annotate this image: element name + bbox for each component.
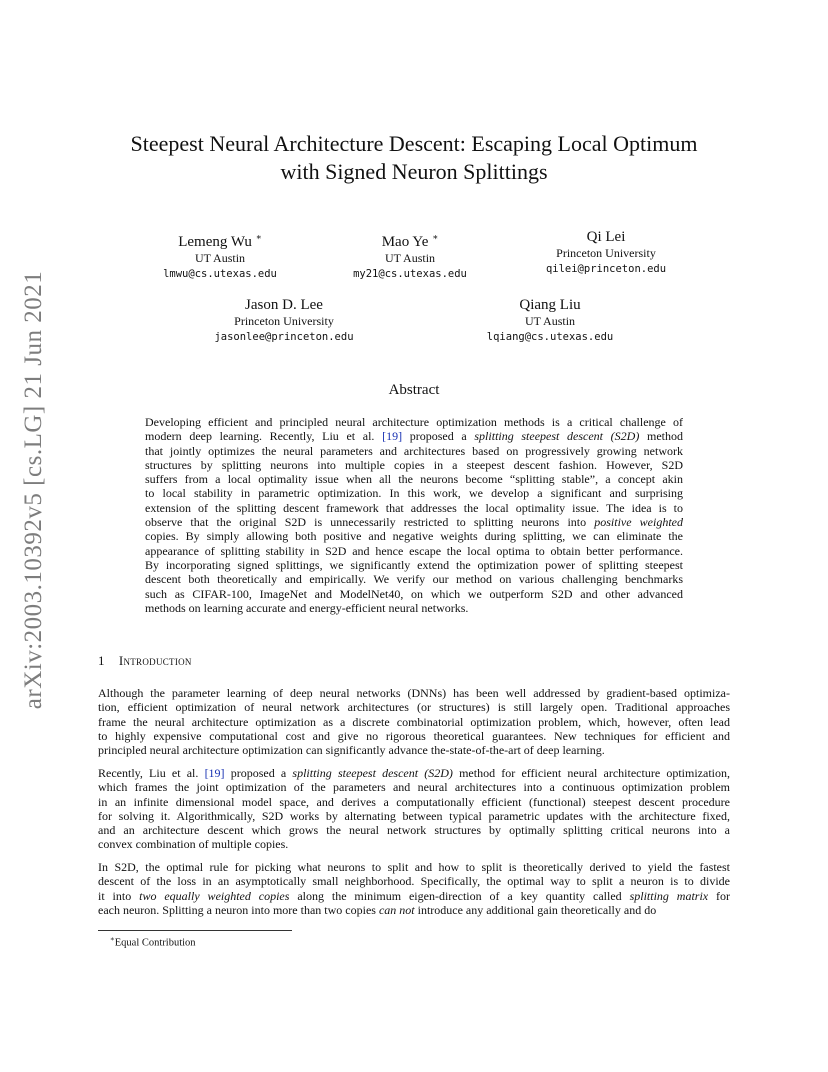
text-run: structures by splitting neurons into multiple copies in a steepest descent fashion. However, S2D: [145, 457, 683, 472]
text-run: each neuron. Splitting a neuron into more than two copies: [98, 902, 379, 917]
text-run: Developing efficient and principled neural architecture optimization methods is a critical challenge of: [145, 415, 683, 429]
text-line: [145, 458, 683, 472]
text-run: tion, efficient optimization of neural network architectures (or structures) is still largely open. Traditional approaches: [98, 700, 730, 715]
arxiv-identifier-stamp: [14, 270, 54, 710]
text-run: and an architecture descent which grows the neural network structures by optimally splitting critical neurons into a: [98, 823, 730, 838]
text-run: proposed a: [402, 429, 475, 444]
author-email: qilei@princeton.edu: [545, 263, 667, 275]
text-line: [98, 700, 730, 714]
text-line: [98, 903, 730, 917]
text-line: [145, 472, 683, 486]
text-run: for solving it. Algorithmically, S2D works by alternating between typical parametric updates with the architecture fixed,: [98, 808, 730, 823]
text-run: in an infinite dimensional model space, and derives a computationally efficient (functional) steepest descent procedure: [98, 794, 730, 809]
citation-link[interactable]: [19]: [382, 429, 403, 444]
text-line: [98, 837, 730, 851]
text-run: appearance of splitting stability in S2D and hence escape the local optima to obtain better performance.: [145, 543, 683, 558]
body-paragraph-3: [98, 860, 730, 917]
text-run: to local stability in parametric optimization. In this work, we develop a significant and surprising: [145, 486, 683, 501]
text-line: [145, 501, 683, 515]
text-line: [98, 715, 730, 729]
text-line: [145, 587, 683, 601]
author-email: lqiang@cs.utexas.edu: [486, 331, 614, 343]
text-line: [145, 529, 683, 543]
text-run: In S2D, the optimal rule for picking what neurons to split and how to split is theoretically derived to yield the fastest: [98, 860, 730, 874]
section-number: 1: [98, 653, 105, 668]
text-run: principled neural architecture optimization can significantly advance the-state-of-the-art of deep learning.: [98, 743, 605, 758]
text-line: [98, 686, 730, 700]
footnote: [110, 933, 196, 950]
author-name: Qiang Liu: [519, 297, 581, 313]
emphasized-text: positive weighted: [594, 515, 683, 530]
paper-title-line-2: with Signed Neuron Splittings: [280, 159, 548, 184]
text-line: [145, 486, 683, 500]
text-line: [98, 889, 730, 903]
abstract-heading: Abstract: [388, 382, 440, 398]
author-block-3: [496, 229, 716, 277]
text-line: [98, 795, 730, 809]
text-line: [145, 515, 683, 529]
text-line: [98, 780, 730, 794]
text-run: suffers from a local optimality issue when all the neurons become “splitting stable”, a concept akin: [145, 472, 683, 487]
section-heading: [98, 653, 192, 669]
footnote-text: Equal Contribution: [114, 937, 196, 949]
text-run: observe that the original S2D is unnecessarily restricted to splitting neurons into: [145, 515, 595, 530]
emphasized-text: splitting steepest descent (S2D): [474, 429, 640, 444]
author-name: Lemeng Wu: [178, 234, 252, 250]
text-run: which frames the joint optimization of the parameters and neural architectures into a continuous optimization problem: [98, 780, 730, 795]
emphasized-text: splitting matrix: [629, 888, 709, 903]
text-line: [145, 601, 683, 615]
footnote-rule: [98, 930, 292, 931]
text-run: Although the parameter learning of deep neural networks (DNNs) has been well addressed by gradient-based optimiza-: [98, 686, 730, 700]
text-run: methods on learning accurate and energy-efficient neural networks.: [145, 600, 469, 615]
emphasized-text: splitting steepest descent (S2D): [292, 766, 453, 780]
author-name: Qi Lei: [586, 229, 626, 245]
author-affiliation: UT Austin: [524, 314, 576, 328]
author-email: lmwu@cs.utexas.edu: [163, 268, 277, 280]
author-name: Jason D. Lee: [245, 297, 323, 313]
author-affiliation: UT Austin: [384, 251, 436, 265]
citation-link[interactable]: [19]: [204, 766, 225, 780]
author-affiliation: Princeton University: [234, 314, 334, 328]
text-line: [145, 415, 683, 429]
text-line: [145, 444, 683, 458]
text-line: [98, 766, 730, 780]
text-line: [145, 429, 683, 443]
author-affiliation: Princeton University: [556, 246, 656, 260]
text-run: to highly expensive computational cost and give no rigorous theoretical guarantees. New techniques for efficient and: [98, 728, 730, 743]
text-run: it into: [98, 888, 140, 903]
text-line: [145, 572, 683, 586]
text-run: descent of the loss in an asymptotically small neighborhood. Specifically, the optimal way to split a neuron is to divide: [98, 874, 730, 889]
text-run: Recently, Liu et al.: [98, 766, 205, 780]
text-run: proposed a: [224, 766, 293, 780]
text-run: introduce any additional gain theoretically and do: [414, 902, 657, 917]
text-line: [98, 743, 730, 757]
equal-contribution-mark: ∗: [255, 232, 262, 242]
author-name: Mao Ye: [381, 234, 429, 250]
text-run: such as CIFAR-100, ImageNet and ModelNet40, on which we outperform S2D and other advanced: [145, 586, 683, 601]
text-run: extension of the splitting descent framework that addresses the local optimality issue. The idea is to: [145, 500, 683, 515]
author-email: jasonlee@princeton.edu: [214, 331, 354, 343]
text-line: [98, 809, 730, 823]
text-run: method: [639, 429, 683, 444]
text-run: method for efficient neural architecture optimization,: [452, 766, 730, 780]
section-title: Introduction: [118, 653, 192, 668]
text-line: [98, 874, 730, 888]
body-paragraph-2: [98, 766, 730, 852]
equal-contribution-mark: ∗: [432, 232, 439, 242]
text-run: for: [708, 888, 731, 903]
text-run: frame the neural architecture optimization as a discrete combinatorial optimization problem, which, however, often lead: [98, 714, 730, 729]
paper-title: [60, 130, 768, 186]
author-block-4: [174, 297, 394, 345]
arxiv-identifier-text: arXiv:2003.10392v5 [cs.LG] 21 Jun 2021: [20, 270, 47, 710]
text-run: that jointly optimizes the neural parameters and architectures based on progressively growing network: [145, 443, 683, 458]
author-block-1: [110, 229, 330, 282]
abstract-body: [145, 415, 683, 615]
text-run: along the minimum eigen-direction of a key quantity called: [289, 888, 630, 903]
text-run: By incorporating signed splittings, we significantly extend the optimization power of splitting steepest: [145, 557, 683, 572]
text-run: copies. By simply allowing both positive and negative weights during splitting, we can eliminate the: [145, 529, 683, 544]
text-line: [145, 544, 683, 558]
author-affiliation: UT Austin: [194, 251, 246, 265]
emphasized-text: can not: [378, 902, 415, 917]
emphasized-text: two equally weighted copies: [139, 888, 290, 903]
text-run: convex combination of multiple copies.: [98, 837, 289, 852]
text-run: descent both theoretically and empirically. We verify our method on various challenging benchmarks: [145, 572, 683, 587]
author-block-5: [440, 297, 660, 345]
text-line: [98, 823, 730, 837]
text-run: modern deep learning. Recently, Liu et al.: [145, 429, 383, 444]
author-email: my21@cs.utexas.edu: [353, 268, 467, 280]
author-block-2: [300, 229, 520, 282]
body-paragraph-1: [98, 686, 730, 757]
text-line: [98, 860, 730, 874]
paper-title-line-1: Steepest Neural Architecture Descent: Escaping Local Optimum: [130, 131, 698, 156]
text-line: [145, 558, 683, 572]
footnote-mark: ∗: [110, 935, 115, 943]
text-line: [98, 729, 730, 743]
